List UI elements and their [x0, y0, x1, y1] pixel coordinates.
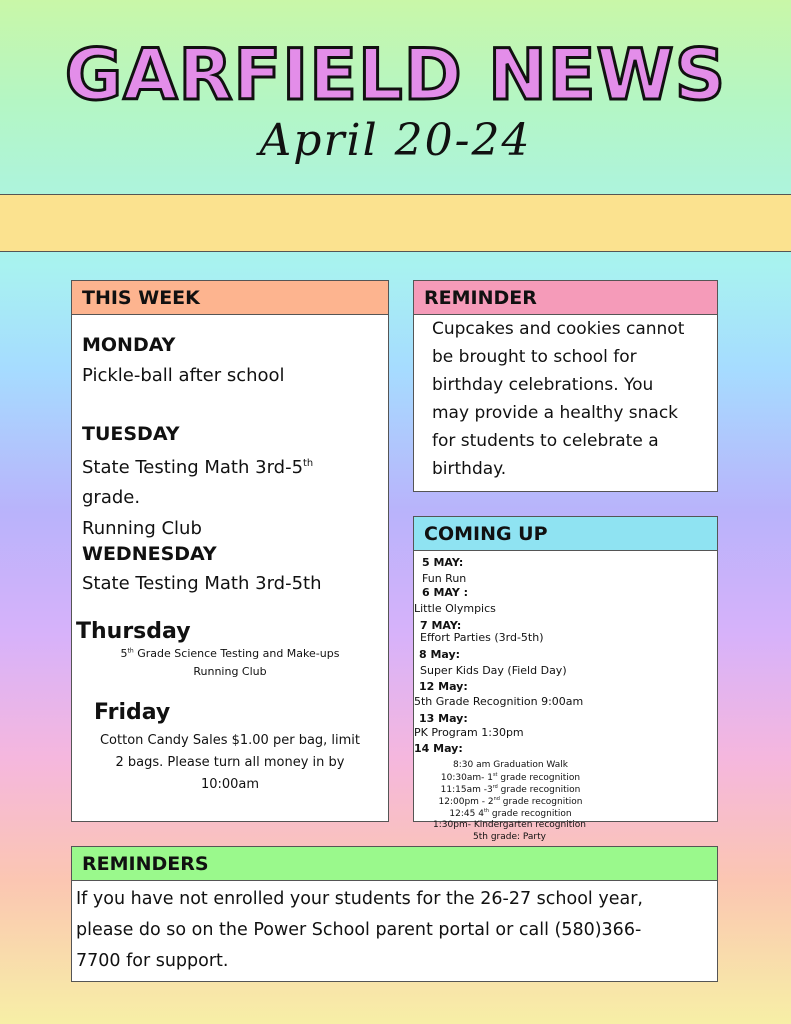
- coming-up-date-3: 7 MAY:: [420, 619, 462, 632]
- newsletter-title: GARFIELD NEWS: [64, 34, 727, 116]
- recognition-4th-sup: th: [483, 808, 490, 814]
- recognition-4th: [414, 808, 607, 819]
- reminder-line-4: may provide a healthy snack: [432, 403, 679, 423]
- friday-event-line1: Cotton Candy Sales $1.00 per bag, limit: [99, 733, 361, 748]
- coming-up-event-4: Super Kids Day (Field Day): [420, 664, 567, 677]
- reminders-line-2: please do so on the Power School parent portal or call (580)366-: [76, 920, 642, 940]
- fifth-grade-party: 5th grade: Party: [473, 832, 546, 842]
- reminder-line-3: birthday celebrations. You: [432, 375, 654, 395]
- friday-event-line2: 2 bags. Please turn all money in by: [115, 755, 345, 770]
- recognition-1st-sup: st: [492, 772, 498, 778]
- recognition-1st-text: grade recognition: [497, 773, 581, 783]
- recognition-1st-time: 10:30am- 1: [440, 773, 493, 783]
- coming-up-date-7: 14 May:: [414, 742, 463, 755]
- reminder-panel: [413, 280, 718, 492]
- recognition-1st: [414, 772, 607, 783]
- coming-up-panel: [413, 516, 718, 822]
- reminder-heading: REMINDER: [414, 281, 717, 315]
- reminders-panel: [71, 846, 718, 982]
- reminders-line-1: If you have not enrolled your students for the 26-27 school year,: [76, 889, 643, 909]
- recognition-3rd-time: 11:15am -3: [440, 785, 493, 795]
- recognition-2nd-text: grade recognition: [499, 797, 583, 807]
- monday-event: Pickle-ball after school: [82, 365, 285, 386]
- coming-up-event-5: 5th Grade Recognition 9:00am: [414, 695, 584, 708]
- coming-up-date-5: 12 May:: [419, 680, 468, 693]
- coming-up-heading: COMING UP: [414, 517, 717, 551]
- tuesday-event-line2: grade.: [82, 487, 141, 508]
- tuesday-label: TUESDAY: [82, 423, 180, 445]
- reminders-heading: REMINDERS: [72, 847, 717, 881]
- thursday-event-line1: [72, 647, 388, 660]
- thursday-event-line2: Running Club: [193, 665, 267, 678]
- this-week-heading: THIS WEEK: [72, 281, 388, 315]
- tuesday-sup: th: [303, 458, 314, 469]
- date-range-subtitle: April 20-24: [259, 115, 532, 166]
- wednesday-event: State Testing Math 3rd-5th: [82, 573, 322, 594]
- coming-up-event-6: PK Program 1:30pm: [414, 726, 524, 739]
- recognition-4th-text: grade recognition: [489, 809, 572, 819]
- reminder-line-2: be brought to school for: [432, 347, 637, 367]
- reminder-line-6: birthday.: [432, 459, 507, 479]
- recognition-4th-time: 12:45 4: [449, 809, 484, 819]
- coming-up-date-1: 5 MAY:: [422, 556, 464, 569]
- coming-up-event-3: Effort Parties (3rd-5th): [420, 631, 544, 644]
- tuesday-event-line3: Running Club: [82, 518, 202, 539]
- recognition-2nd-time: 12:00pm - 2: [438, 797, 494, 807]
- thursday-grade-number: 5: [120, 647, 128, 660]
- this-week-panel: [71, 280, 389, 822]
- header-band: [0, 194, 791, 252]
- wednesday-label: WEDNESDAY: [82, 543, 217, 565]
- thursday-label: Thursday: [76, 619, 191, 644]
- coming-up-date-6: 13 May:: [419, 712, 468, 725]
- monday-label: MONDAY: [82, 334, 176, 356]
- thursday-event-text: Grade Science Testing and Make-ups: [133, 647, 340, 660]
- tuesday-event-line1: [82, 457, 313, 478]
- kindergarten-recognition: 1:30pm- Kindergarten recognition: [433, 820, 586, 830]
- graduation-walk: 8:30 am Graduation Walk: [453, 760, 568, 770]
- friday-event-line3: 10:00am: [200, 777, 260, 792]
- coming-up-date-4: 8 May:: [419, 648, 461, 661]
- coming-up-event-2: Little Olympics: [414, 602, 496, 615]
- reminders-line-3: 7700 for support.: [76, 951, 229, 971]
- friday-label: Friday: [94, 700, 171, 725]
- recognition-3rd: [414, 784, 607, 795]
- reminder-line-1: Cupcakes and cookies cannot: [432, 319, 685, 339]
- reminder-line-5: for students to celebrate a: [432, 431, 659, 451]
- tuesday-event-text: State Testing Math 3rd-5: [82, 457, 304, 478]
- coming-up-date-2: 6 MAY :: [422, 586, 469, 599]
- coming-up-event-1: Fun Run: [422, 572, 467, 585]
- recognition-3rd-sup: rd: [492, 784, 498, 790]
- thursday-sup: th: [127, 647, 134, 655]
- recognition-3rd-text: grade recognition: [497, 785, 581, 795]
- recognition-2nd: [414, 796, 607, 807]
- recognition-2nd-sup: nd: [493, 796, 500, 802]
